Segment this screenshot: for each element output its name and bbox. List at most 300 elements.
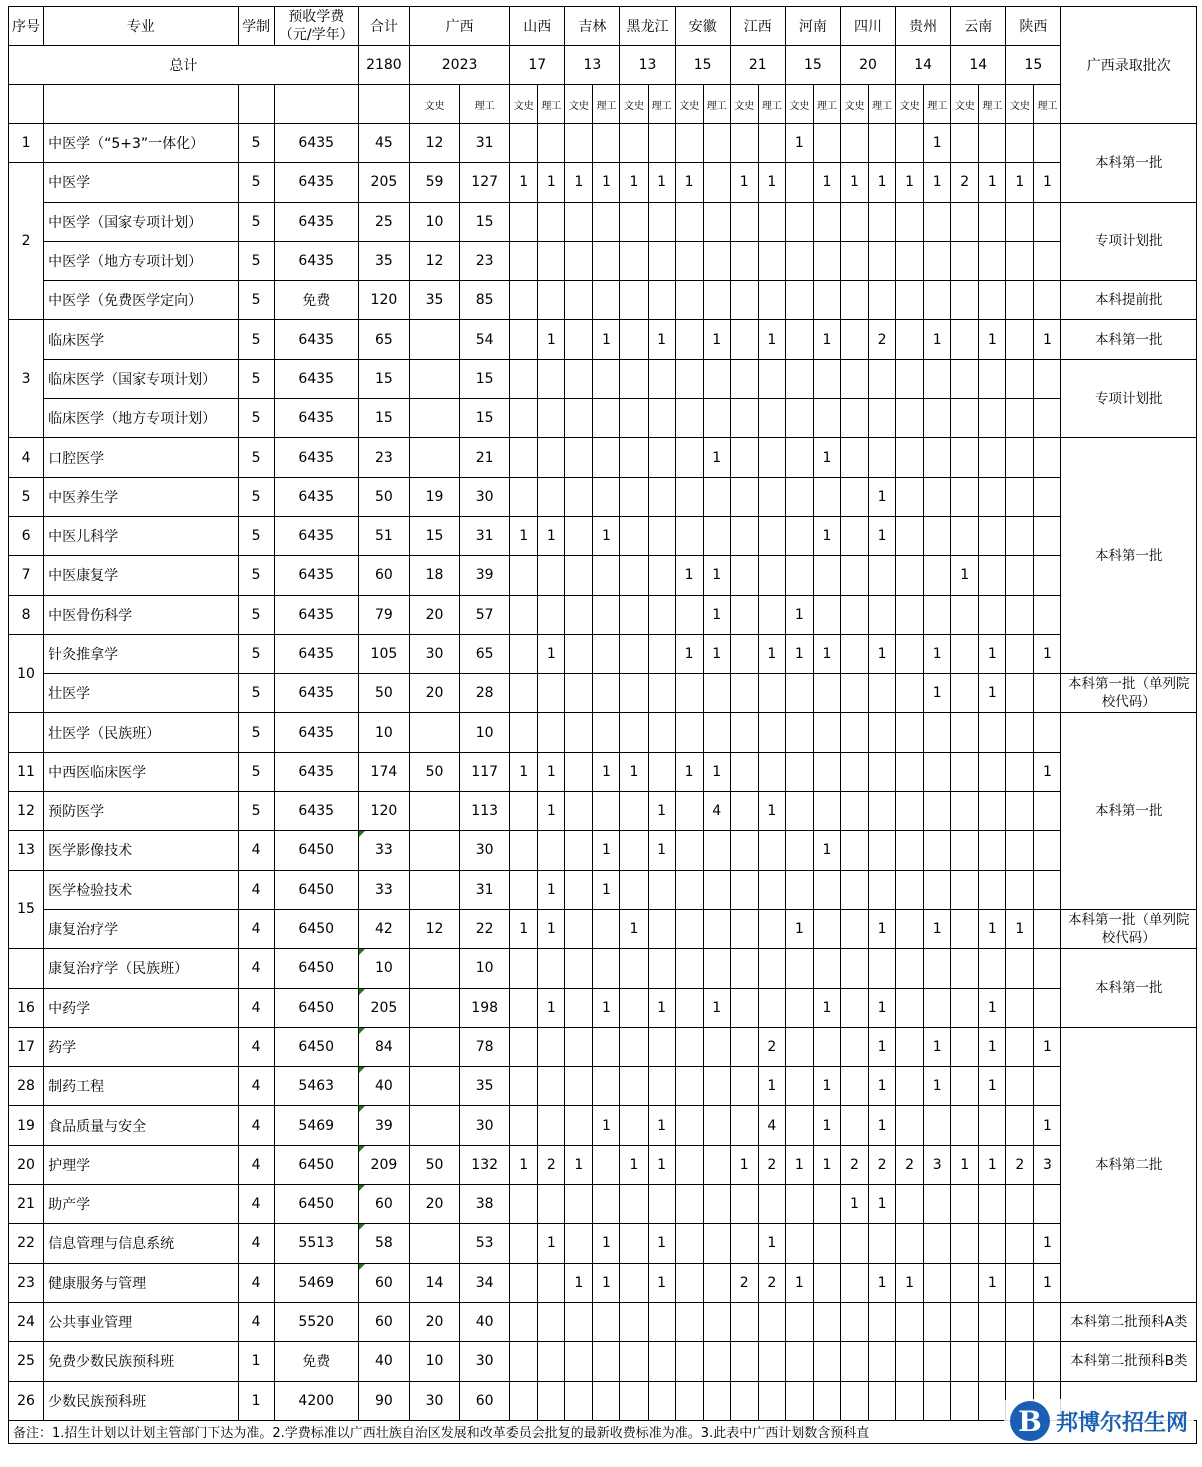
row-count: 1: [648, 320, 675, 359]
row-count: 85: [460, 281, 510, 320]
row-count: [979, 399, 1006, 438]
row-total: 58: [358, 1224, 409, 1263]
row-count: [979, 516, 1006, 555]
row-total: 90: [358, 1381, 409, 1420]
row-count: 57: [460, 595, 510, 634]
row-count: [648, 949, 675, 988]
row-count: 1: [869, 1185, 896, 1224]
table-row: [9, 281, 1197, 320]
row-count: [730, 1067, 758, 1106]
row-total: 205: [358, 163, 409, 202]
row-count: [813, 1027, 840, 1066]
row-count: [409, 359, 459, 398]
subheader-ligong: 理工: [460, 85, 510, 124]
row-count: [951, 1106, 979, 1145]
row-count: 1: [648, 163, 675, 202]
row-count: [620, 202, 648, 241]
row-count: [979, 1342, 1006, 1381]
row-count: [538, 281, 565, 320]
row-count: 1: [593, 516, 620, 555]
row-count: 20: [409, 674, 459, 713]
row-count: 50: [409, 752, 459, 791]
row-count: [648, 1027, 675, 1066]
row-fee: 6435: [274, 399, 358, 438]
row-count: [1006, 477, 1034, 516]
row-count: [758, 477, 785, 516]
row-count: [896, 1185, 924, 1224]
watermark-text: 邦博尔招生网: [1055, 1410, 1188, 1436]
row-count: 1: [924, 674, 951, 713]
row-major: 中医学: [44, 163, 238, 202]
row-total: 45: [358, 124, 409, 163]
row-batch: 本科提前批: [1061, 281, 1197, 320]
row-years: 4: [238, 909, 274, 948]
row-count: [979, 1381, 1006, 1420]
row-seq: 12: [9, 792, 44, 831]
row-count: [620, 1381, 648, 1420]
row-count: [869, 713, 896, 752]
row-years: 5: [238, 281, 274, 320]
row-count: [813, 1381, 840, 1420]
row-count: 1: [1034, 1106, 1061, 1145]
row-count: 1: [785, 634, 813, 673]
row-years: 1: [238, 1381, 274, 1420]
row-count: 1: [785, 909, 813, 948]
row-count: [538, 1381, 565, 1420]
row-count: [785, 1106, 813, 1145]
row-major: 中医学（免费医学定向）: [44, 281, 238, 320]
row-count: [840, 713, 868, 752]
row-count: [510, 713, 538, 752]
row-fee: 6450: [274, 1027, 358, 1066]
row-count: [951, 988, 979, 1027]
row-count: [869, 949, 896, 988]
row-count: 1: [648, 831, 675, 870]
row-count: 1: [758, 1067, 785, 1106]
row-years: 4: [238, 1185, 274, 1224]
row-count: 1: [924, 163, 951, 202]
row-fee: 6450: [274, 949, 358, 988]
row-count: [1006, 1027, 1034, 1066]
row-years: 4: [238, 1302, 274, 1341]
row-count: 1: [703, 752, 730, 791]
row-count: [565, 713, 593, 752]
row-major: 口腔医学: [44, 438, 238, 477]
table-row: [9, 163, 1197, 202]
header-batch: 广西录取批次: [1061, 7, 1197, 124]
table-row: [9, 674, 1197, 713]
row-count: [648, 516, 675, 555]
row-count: 1: [593, 870, 620, 909]
row-count: 1: [620, 752, 648, 791]
row-count: 1: [538, 792, 565, 831]
row-count: 2: [840, 1145, 868, 1184]
row-count: [869, 556, 896, 595]
row-count: [813, 792, 840, 831]
row-count: [593, 792, 620, 831]
row-count: [924, 438, 951, 477]
row-batch: 本科第一批（单列院校代码）: [1061, 909, 1197, 948]
row-count: [538, 1027, 565, 1066]
row-total: 174: [358, 752, 409, 791]
row-fee: 6450: [274, 909, 358, 948]
row-count: [565, 831, 593, 870]
row-count: [648, 752, 675, 791]
row-count: 4: [703, 792, 730, 831]
row-count: [593, 1185, 620, 1224]
row-count: [1006, 1106, 1034, 1145]
row-count: [1006, 399, 1034, 438]
row-count: [758, 909, 785, 948]
row-count: 2: [758, 1263, 785, 1302]
row-count: [840, 281, 868, 320]
row-seq: 7: [9, 556, 44, 595]
row-count: [730, 988, 758, 1027]
row-count: 20: [409, 595, 459, 634]
row-count: [648, 1342, 675, 1381]
row-major: 中药学: [44, 988, 238, 1027]
row-count: 1: [979, 634, 1006, 673]
row-seq: 17: [9, 1027, 44, 1066]
row-count: 127: [460, 163, 510, 202]
row-count: [869, 438, 896, 477]
row-count: [620, 281, 648, 320]
row-count: [813, 281, 840, 320]
row-count: [869, 792, 896, 831]
row-fee: 5520: [274, 1302, 358, 1341]
row-count: [730, 634, 758, 673]
row-major: 公共事业管理: [44, 1302, 238, 1341]
row-count: [538, 949, 565, 988]
row-count: [703, 516, 730, 555]
row-count: [1006, 1224, 1034, 1263]
row-batch: 本科第一批: [1061, 438, 1197, 674]
row-count: [703, 713, 730, 752]
row-count: [785, 752, 813, 791]
row-count: [951, 202, 979, 241]
row-fee: 6450: [274, 1145, 358, 1184]
subheader-ligong: 理工: [1034, 85, 1061, 124]
row-count: 39: [460, 556, 510, 595]
row-count: 60: [460, 1381, 510, 1420]
row-fee: 免费: [274, 281, 358, 320]
row-years: 5: [238, 674, 274, 713]
table-row: [9, 870, 1197, 909]
row-count: 1: [785, 124, 813, 163]
row-count: [648, 438, 675, 477]
row-count: [730, 124, 758, 163]
row-count: [785, 1027, 813, 1066]
row-count: [869, 202, 896, 241]
row-seq: 16: [9, 988, 44, 1027]
row-count: [924, 595, 951, 634]
row-count: [924, 1342, 951, 1381]
empty-cell: [9, 85, 44, 124]
row-count: [648, 1381, 675, 1420]
row-count: [510, 241, 538, 280]
row-count: [979, 713, 1006, 752]
row-count: [1034, 713, 1061, 752]
row-count: [648, 909, 675, 948]
row-count: [840, 1342, 868, 1381]
row-count: [979, 792, 1006, 831]
row-count: [1006, 792, 1034, 831]
row-count: [510, 281, 538, 320]
row-count: 1: [813, 320, 840, 359]
row-seq: 13: [9, 831, 44, 870]
row-count: [675, 202, 703, 241]
row-count: [813, 1185, 840, 1224]
table-row: [9, 477, 1197, 516]
row-count: [675, 870, 703, 909]
row-count: [924, 1302, 951, 1341]
row-count: [510, 1027, 538, 1066]
row-count: [813, 674, 840, 713]
row-count: [979, 477, 1006, 516]
row-total: 51: [358, 516, 409, 555]
row-count: [703, 1224, 730, 1263]
row-count: [510, 949, 538, 988]
row-count: 2: [869, 320, 896, 359]
row-count: [785, 1302, 813, 1341]
row-count: 20: [409, 1185, 459, 1224]
row-count: 2: [869, 1145, 896, 1184]
row-count: [648, 713, 675, 752]
row-count: [620, 831, 648, 870]
row-count: 1: [648, 1263, 675, 1302]
row-fee: 6435: [274, 556, 358, 595]
row-count: [510, 399, 538, 438]
row-total: 50: [358, 674, 409, 713]
row-batch: 专项计划批: [1061, 202, 1197, 281]
row-count: [951, 949, 979, 988]
row-count: [840, 124, 868, 163]
row-fee: 5463: [274, 1067, 358, 1106]
row-total: 60: [358, 1185, 409, 1224]
row-count: 1: [869, 163, 896, 202]
row-years: 4: [238, 949, 274, 988]
row-batch: 本科第一批: [1061, 320, 1197, 359]
row-count: 1: [813, 1145, 840, 1184]
row-seq: 3: [9, 320, 44, 438]
row-count: [758, 1342, 785, 1381]
row-count: [924, 359, 951, 398]
header-fee: 预收学费（元/学年）: [274, 7, 358, 46]
row-count: [896, 556, 924, 595]
row-fee: 6435: [274, 516, 358, 555]
row-fee: 6435: [274, 359, 358, 398]
row-count: [675, 359, 703, 398]
row-count: [510, 674, 538, 713]
row-count: [675, 988, 703, 1027]
row-total: 10: [358, 949, 409, 988]
row-count: [979, 831, 1006, 870]
row-count: 21: [460, 438, 510, 477]
row-count: [785, 281, 813, 320]
table-row: [9, 792, 1197, 831]
row-count: 1: [593, 320, 620, 359]
row-count: [1034, 281, 1061, 320]
row-count: [785, 1342, 813, 1381]
row-count: [565, 949, 593, 988]
row-count: [620, 320, 648, 359]
row-count: [1034, 556, 1061, 595]
row-major: 临床医学（地方专项计划）: [44, 399, 238, 438]
row-count: [951, 752, 979, 791]
row-count: [565, 1106, 593, 1145]
row-years: 4: [238, 988, 274, 1027]
row-major: 健康服务与管理: [44, 1263, 238, 1302]
row-count: [896, 438, 924, 477]
row-count: [593, 281, 620, 320]
row-count: [785, 320, 813, 359]
row-count: [620, 477, 648, 516]
row-count: [1034, 949, 1061, 988]
row-years: 5: [238, 399, 274, 438]
row-batch: 本科第二批预科B类: [1061, 1342, 1197, 1381]
row-count: [924, 792, 951, 831]
row-count: [510, 831, 538, 870]
row-count: [703, 1067, 730, 1106]
subheader-ligong: 理工: [648, 85, 675, 124]
row-count: [924, 752, 951, 791]
row-count: [813, 399, 840, 438]
row-count: [1034, 202, 1061, 241]
row-count: [840, 870, 868, 909]
row-count: [951, 1067, 979, 1106]
row-count: [593, 634, 620, 673]
row-count: [593, 438, 620, 477]
row-total: 50: [358, 477, 409, 516]
row-count: [703, 1342, 730, 1381]
row-seq: 1: [9, 124, 44, 163]
row-count: [538, 124, 565, 163]
row-count: [703, 163, 730, 202]
row-seq: 2: [9, 163, 44, 320]
row-fee: 6450: [274, 870, 358, 909]
empty-cell: [44, 85, 238, 124]
row-major: 临床医学（国家专项计划）: [44, 359, 238, 398]
row-count: [951, 320, 979, 359]
row-count: [409, 1224, 459, 1263]
row-count: [620, 399, 648, 438]
row-count: 1: [896, 163, 924, 202]
row-total: 10: [358, 713, 409, 752]
row-count: [785, 792, 813, 831]
row-count: [896, 1106, 924, 1145]
row-count: [979, 202, 1006, 241]
subheader-ligong: 理工: [813, 85, 840, 124]
row-count: [1006, 674, 1034, 713]
row-count: [951, 634, 979, 673]
subheader-wenshi: 文史: [675, 85, 703, 124]
row-count: [951, 831, 979, 870]
row-count: [538, 1185, 565, 1224]
row-count: [951, 281, 979, 320]
row-count: [409, 792, 459, 831]
note-text: 备注：1.招生计划以计划主管部门下达为准。2.学费标准以广西壮族自治区发展和改革委员会批复的最新收费标准为准。3.此表中广西计划数含预科直: [9, 1420, 1197, 1443]
row-major: 医学影像技术: [44, 831, 238, 870]
header-province: 四川: [840, 7, 895, 46]
row-total: 23: [358, 438, 409, 477]
row-count: [675, 713, 703, 752]
row-batch: 本科第一批: [1061, 949, 1197, 1028]
row-count: [510, 792, 538, 831]
subheader-ligong: 理工: [703, 85, 730, 124]
sum-province: 14: [896, 46, 951, 85]
row-count: [896, 359, 924, 398]
row-count: [979, 556, 1006, 595]
row-count: 15: [460, 399, 510, 438]
row-count: [869, 674, 896, 713]
subheader-ligong: 理工: [979, 85, 1006, 124]
row-count: 1: [951, 1145, 979, 1184]
row-count: [951, 713, 979, 752]
row-count: [785, 831, 813, 870]
row-count: [896, 1381, 924, 1420]
empty-cell: [274, 85, 358, 124]
row-count: [758, 1185, 785, 1224]
row-count: [869, 241, 896, 280]
row-years: 5: [238, 595, 274, 634]
row-count: 1: [648, 988, 675, 1027]
row-count: [785, 674, 813, 713]
row-major: 医学检验技术: [44, 870, 238, 909]
row-count: 1: [703, 556, 730, 595]
header-seq: 序号: [9, 7, 44, 46]
row-major: 康复治疗学: [44, 909, 238, 948]
row-count: 198: [460, 988, 510, 1027]
row-count: [730, 909, 758, 948]
row-count: 1: [538, 634, 565, 673]
row-count: 1: [648, 1224, 675, 1263]
row-count: [924, 1224, 951, 1263]
row-count: [730, 870, 758, 909]
row-count: [593, 556, 620, 595]
row-count: [840, 909, 868, 948]
row-count: 1: [565, 163, 593, 202]
row-count: 1: [1034, 163, 1061, 202]
row-count: [730, 241, 758, 280]
row-count: 12: [409, 241, 459, 280]
row-count: [510, 124, 538, 163]
table-row: [9, 949, 1197, 988]
row-fee: 免费: [274, 1342, 358, 1381]
row-count: 1: [924, 124, 951, 163]
row-major: 康复治疗学（民族班）: [44, 949, 238, 988]
row-count: 1: [979, 320, 1006, 359]
row-count: [565, 1224, 593, 1263]
row-count: [565, 792, 593, 831]
row-count: [785, 202, 813, 241]
row-seq: 24: [9, 1302, 44, 1341]
row-count: [869, 1302, 896, 1341]
row-batch: 本科第一批: [1061, 713, 1197, 909]
row-count: [1006, 281, 1034, 320]
row-count: [593, 1145, 620, 1184]
row-total: 60: [358, 1302, 409, 1341]
row-count: [1034, 870, 1061, 909]
row-count: [409, 399, 459, 438]
subheader-wenshi: 文史: [565, 85, 593, 124]
header-major: 专业: [44, 7, 238, 46]
row-count: [648, 124, 675, 163]
row-count: [1006, 949, 1034, 988]
row-count: 12: [409, 909, 459, 948]
row-count: [510, 1185, 538, 1224]
row-years: 4: [238, 1145, 274, 1184]
row-seq: 10: [9, 634, 44, 713]
